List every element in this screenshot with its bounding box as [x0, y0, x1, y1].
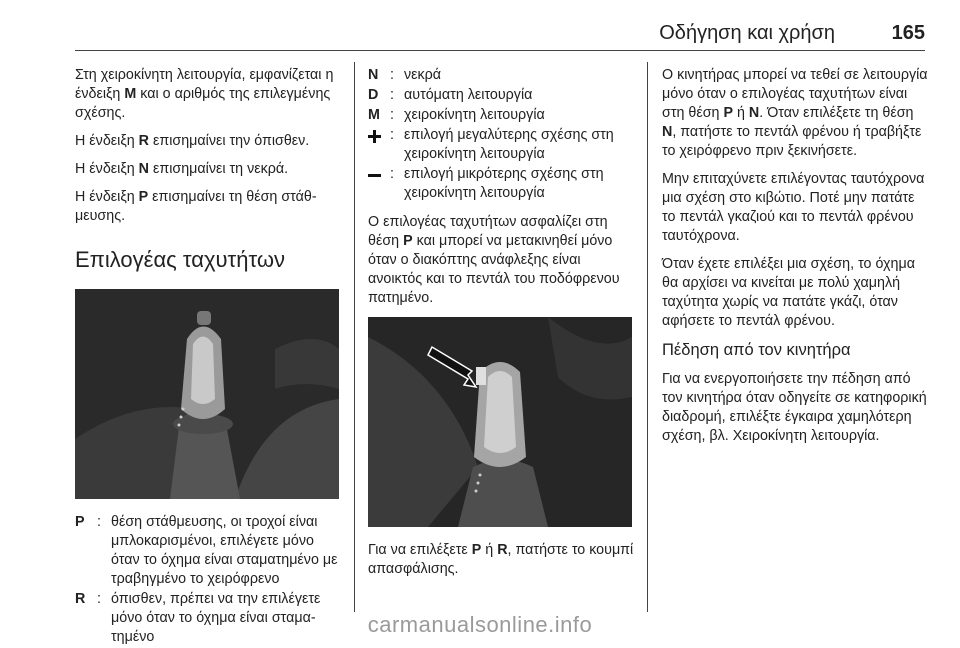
- paragraph-manual-mode: Στη χειροκίνητη λειτουργία, εμφανίζεται η ένδειξη M και ο αριθμός της επιλεγμένης σχέσης.: [75, 67, 334, 121]
- def-text: νεκρά: [404, 67, 442, 83]
- column-2: [368, 66, 636, 588]
- column-3: [662, 66, 930, 455]
- release-button-illustration: [368, 317, 632, 527]
- def-text: θέση στάθμευσης, οι τροχοί είναι μπλοκαρισμένοι, επιλέγετε μόνο όταν το όχημα είναι σταματημένο με τραβηγμένο το χειρόφρενο: [111, 514, 338, 587]
- heading-gear-selector: Επιλογέας ταχυτήτων: [75, 247, 286, 272]
- def-neutral: N : νεκρά: [368, 66, 636, 85]
- column-1: [75, 66, 343, 648]
- release-button-photo: [368, 317, 632, 527]
- paragraph-accelerate: Μην επιταχύνετε επιλέγοντας ταυτόχρονα μια σχέση στο κιβώτιο. Ποτέ μην πατάτε το πεντάλ γκαζιού και το πεντάλ φρένου ταυτόχρονα.: [662, 171, 925, 244]
- def-text: επιλογή μικρότερης σχέσης στη χειροκίνητη λειτουργία: [404, 166, 604, 201]
- plus-icon: [368, 126, 390, 164]
- paragraph-reverse: Η ένδειξη R επισημαίνει την όπισθεν.: [75, 133, 310, 149]
- paragraph-release-button: Για να επιλέξετε P ή R, πατήστε το κουμπί απασφάλισης.: [368, 542, 634, 577]
- def-text: χειροκίνητη λειτουργία: [404, 107, 545, 123]
- section-title: Οδήγηση και χρήση: [659, 22, 835, 44]
- def-text: επιλογή μεγαλύτερης σχέσης στη χειροκίνητη λειτουργία: [404, 127, 614, 162]
- paragraph-park: Η ένδειξη P επισημαίνει τη θέση στάθμευσης.: [75, 189, 317, 224]
- page-number: 165: [891, 22, 925, 44]
- gear-selector-photo: [75, 289, 339, 499]
- def-plus: : επιλογή μεγαλύτερης σχέσης στη χειροκίνητη λειτουργία: [368, 126, 636, 164]
- paragraph-creep: Όταν έχετε επιλέξει μια σχέση, το όχημα θα αρχίσει να κινείται με πολύ χαμηλή ταχύτητα χωρίς να πατάτε γκάζι, όταν αφήσετε το πεντάλ φρένου.: [662, 256, 915, 329]
- header-rule: [75, 50, 925, 51]
- def-manual: M : χειροκίνητη λειτουργία: [368, 106, 636, 125]
- gear-lever-illustration: [75, 289, 339, 499]
- def-text: αυτόματη λειτουργία: [404, 87, 533, 103]
- paragraph-engine-start: Ο κινητήρας μπορεί να τεθεί σε λειτουργία μόνο όταν ο επιλογέας ταχυτήτων είναι στη θέση P ή N. Όταν επιλέξετε τη θέση N, πατήστε το πεντάλ φρένου ή τραβήξτε το χειρόφρενο πριν ξεκινήσετε.: [662, 67, 928, 159]
- def-key: M: [368, 107, 380, 123]
- column-divider-2: [647, 62, 648, 612]
- def-park: P : θέση στάθμευσης, οι τροχοί είναι μπλοκαρισμένοι, επιλέγετε μόνο όταν το όχημα είναι σταματημένο με τραβηγμένο το χειρόφρενο: [75, 513, 343, 589]
- def-key: N: [368, 67, 379, 83]
- def-minus: : επιλογή μικρότερης σχέσης στη χειροκίνητη λειτουργία: [368, 165, 636, 203]
- watermark: carmanualsonline.info: [367, 612, 593, 637]
- paragraph-neutral: Η ένδειξη N επισημαίνει τη νεκρά.: [75, 161, 289, 177]
- minus-icon: [368, 165, 390, 203]
- column-divider-1: [354, 62, 355, 612]
- def-key: R: [75, 591, 86, 607]
- def-key: P: [75, 514, 85, 530]
- def-drive: D : αυτόματη λειτουργία: [368, 86, 636, 105]
- def-text: όπισθεν, πρέπει να την επιλέγετε μόνο όταν το όχημα είναι σταματημένο: [111, 591, 321, 645]
- def-reverse: R : όπισθεν, πρέπει να την επιλέγετε μόνο όταν το όχημα είναι σταματημένο: [75, 590, 343, 647]
- paragraph-lock: Ο επιλογέας ταχυτήτων ασφαλίζει στη θέση P και μπορεί να μετακινηθεί μόνο όταν ο διακόπτης ανάφλεξης είναι ανοικτός και το πεντάλ του ποδόφρενου πατημένο.: [368, 214, 620, 306]
- page-header: [75, 22, 925, 46]
- paragraph-engine-braking: Για να ενεργοποιήσετε την πέδηση από τον κινητήρα όταν οδηγείτε σε κατηφορική διαδρομή, επιλέξτε έγκαιρα χαμηλότερη σχέση, βλ. Χειροκίνητη λειτουργία.: [662, 371, 927, 444]
- def-key: D: [368, 87, 379, 103]
- gear-position-list-2: [368, 66, 636, 203]
- heading-engine-braking: Πέδηση από τον κινητήρα: [662, 341, 851, 359]
